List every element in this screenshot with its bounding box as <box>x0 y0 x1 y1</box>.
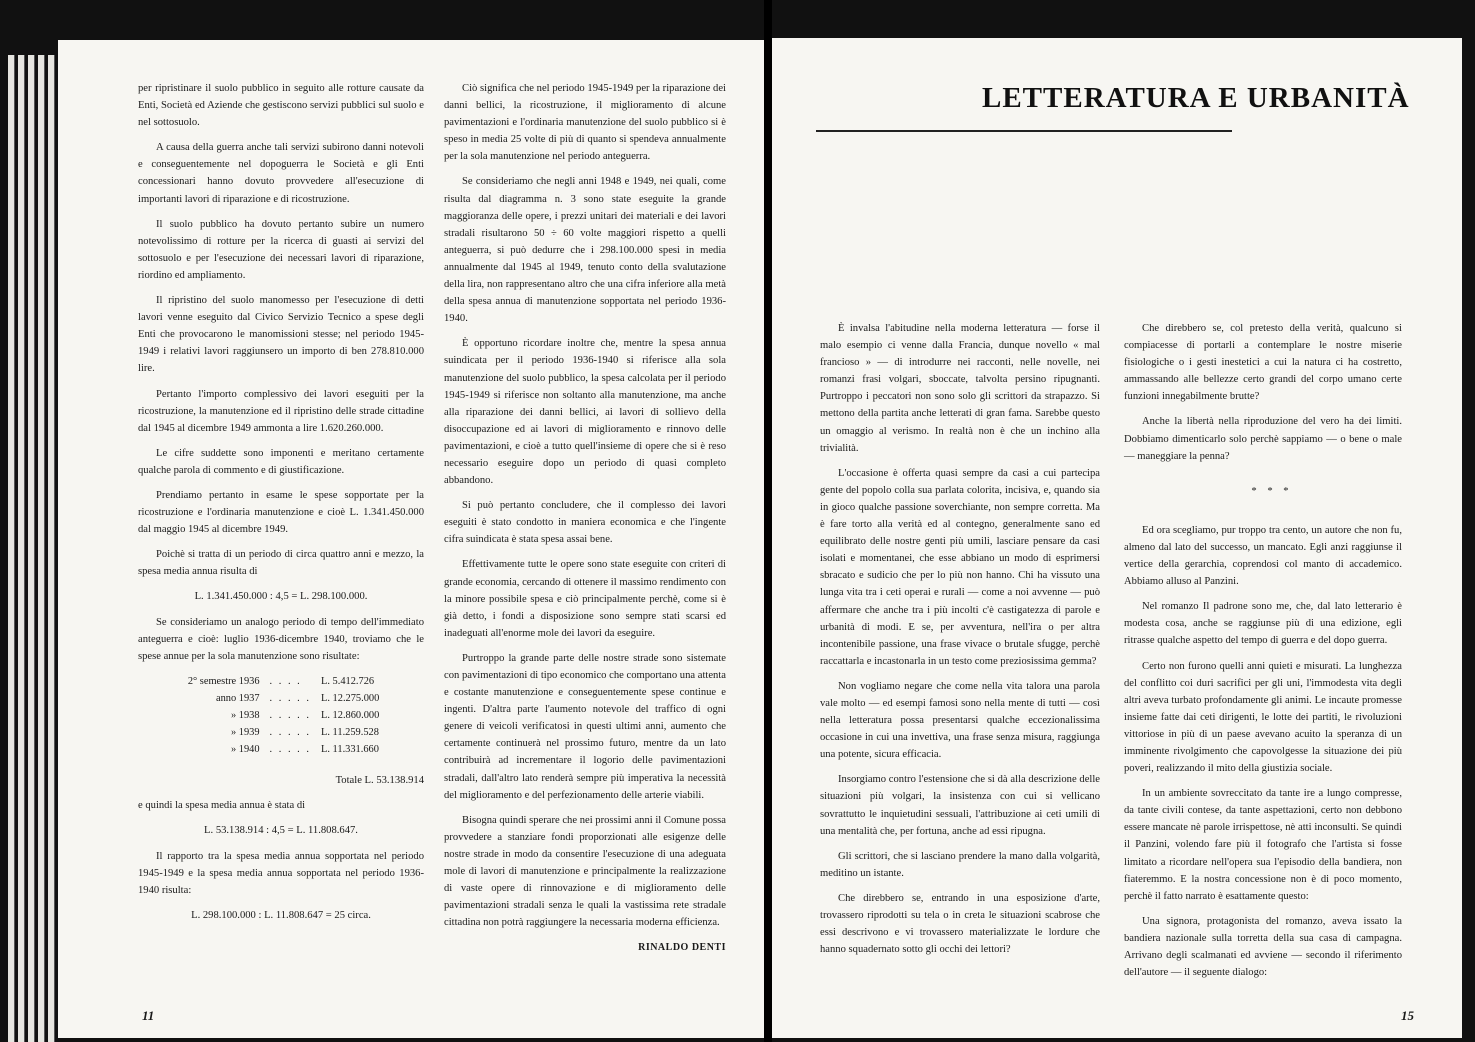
right-column-1 <box>820 320 1100 966</box>
formula: L. 1.341.450.000 : 4,5 = L. 298.100.000. <box>194 591 368 603</box>
paragraph: Che direbbero se, col pretesto della verità, qualcuno si compiacesse di portarli a contemplare le nostre miserie fisiologiche o i gesti inestetici a cui la natura ci ha costretto, ammassando alle bellezze certo grandi del corpo umano certe funzioni innegabilmente brutte? <box>1124 323 1402 403</box>
page-edge <box>48 55 55 1042</box>
formula: L. 53.138.914 : 4,5 = L. 11.808.647. <box>204 825 358 837</box>
table-cell: anno 1937 <box>215 692 260 704</box>
right-page <box>772 38 1462 1038</box>
paragraph: Prendiamo pertanto in esame le spese sopportate per la ricostruzione e l'ordinaria manutenzione e cioè L. 1.341.450.000 dal maggio 1945 al dicembre 1949. <box>138 489 424 536</box>
formula: L. 298.100.000 : L. 11.808.647 = 25 circa. <box>191 909 371 921</box>
table-row <box>138 741 424 758</box>
paragraph: Insorgiamo contro l'estensione che si dà alla descrizione delle situazioni più volgari, la insistenza con cui si vellicano sovrattutto le inquietudini sessuali, l'attribuzione ai ceti umili di una mentalità che, per fortuna, anche ad essi ripugna. <box>820 774 1100 837</box>
table-cell: . . . . . <box>269 744 311 756</box>
table-cell: . . . . . <box>269 710 311 721</box>
table-cell: » 1939 <box>230 727 260 739</box>
table-cell: L. 12.275.000 <box>321 692 380 704</box>
table-row <box>138 673 424 690</box>
paragraph: Se consideriamo un analogo periodo di tempo dell'immediato anteguerra e cioè: luglio 1936-dicembre 1940, troviamo che le spese annue per la sola manutenzione sono risultate: <box>138 616 424 662</box>
paragraph: È opportuno ricordare inoltre che, mentre la spesa annua suindicata per il periodo 1936-1940 si riferisce alla sola manutenzione del suolo pubblico, la spesa calcolata per il periodo 1945-1949 si riferisce non soltanto alla manutenzione, ma anche alla riparazione dei danni bellici, ai lavori di sollievo della disoccupazione ed ai lavori di miglioramento e rinnovo delle pavimentazioni, e cioè a tutto quell'insieme di opere che si è reso necessario eseguire dopo un periodo di quasi completo abbandono. <box>444 338 726 487</box>
paragraph: Effettivamente tutte le opere sono state eseguite con criteri di grande economia, cercando di ottenere il massimo rendimento con la minore possibile spesa e ciò principalmente perchè, come si è già detto, i fondi a disposizione sono sempre stati scarsi ed inadeguati all'enorme mole dei lavori da eseguire. <box>444 559 726 639</box>
paragraph: e quindi la spesa media annua è stata di <box>138 800 306 812</box>
paragraph: Pertanto l'importo complessivo dei lavori eseguiti per la ricostruzione, la manutenzione ed il ripristino delle strade cittadine dal 1945 al dicembre 1949 ammonta a lire 1.620.260.000. <box>138 388 424 434</box>
table-cell: L. 12.860.000 <box>321 710 380 721</box>
paragraph: Certo non furono quelli anni quieti e misurati. La lunghezza del conflitto coi duri sacrifici per gli uni, l'immodesta vita degli altri aveva turbato profondamente gli animi. Le incaute promesse insieme fatte dai ceti dirigenti, le lotte dei partiti, le rivoluzioni vittoriose in più di un paese avevano acuito la speranza di un imminente rivolgimento che capovolgesse la situazione dei più poveri, realizzando il mito della giustizia sociale. <box>1124 660 1402 775</box>
page-number: 11 <box>142 1008 155 1023</box>
paragraph: Poichè si tratta di un periodo di circa quattro anni e mezzo, la spesa media annua risulta di <box>138 549 424 578</box>
paragraph: In un ambiente sovreccitato da tante ire a lungo compresse, da tante civili contese, da tante aspettazioni, certo non debbono essere mancate nè parole irrispettose, nè atti inconsulti. Se quindi il Panzini, volendo fare più il fotografo che l'artista si fosse limitato a ricordare nell'opera sua l'episodio della bandiera, non fiateremmo. E la nostra concessione non è di poco momento, perchè il fatto narrato è esattamente questo: <box>1124 788 1402 902</box>
expense-table <box>138 673 424 758</box>
paragraph: Se consideriamo che negli anni 1948 e 1949, nei quali, come risulta dal diagramma n. 3 sono state eseguite la grande maggioranza delle opere, i prezzi unitari dei materiali e dei lavori stradali risultarono 50 ÷ 60 volte maggiori rispetto a quelli anteguerra, si può dedurre che i 298.100.000 spesi in media annualmente dal 1945 al 1949, tenuto conto della svalutazione della lira, non rappresentano altro che una cifra inferiore alla metà della spesa annua di manutenzione sopportata nel periodo 1936-1940. <box>444 176 726 325</box>
table-cell: 2° semestre 1936 <box>187 675 260 687</box>
page-edge <box>18 55 25 1042</box>
table-cell: L. 11.259.528 <box>321 727 379 739</box>
paragraph: Che direbbero se, entrando in una esposizione d'arte, trovassero riprodotti su tela o in creta le situazioni scabrose che essi descrivono e vi trovassero materializzate le lordure che hanno squadernato sotto gli occhi dei lettori? <box>820 892 1100 956</box>
section-separator: * * * <box>1251 485 1293 497</box>
page-edge <box>28 55 35 1042</box>
page-edge <box>8 55 15 1042</box>
paragraph: Purtroppo la grande parte delle nostre strade sono sistemate con pavimentazioni di tipo economico che comportano una attenta e costante manutenzione e conseguentemente spese continue e ingenti. D'altra parte l'aumento notevole del traffico di ogni genere di veicoli verificatosi in questi ultimi anni, aumento che certamente continuerà nel prossimo futuro, mentre da un lato contribuirà ad incrementare il logorio delle pavimentazioni stradali, dall'altro lato renderà sempre più imperativa la necessità del miglioramento e del perfezionamento delle arterie viabili. <box>444 652 726 801</box>
paragraph: È invalsa l'abitudine nella moderna letteratura — forse il malo esempio ci venne dalla Francia, dunque novello « mal francioso » — di introdurre nei racconti, nelle novelle, nei romanzi frasi volgari, sboccate, talvolta persino ripugnanti. Purtroppo i peccatori non sono solo gli scrittori da strapazzo. Si mettono della partita anche letterati di gran fama. Sarebbe questo un omaggio al verismo. In realtà non è che un inchino alla trivialità. <box>820 323 1100 454</box>
paragraph: Ed ora scegliamo, pur troppo tra cento, un autore che non fu, almeno dal lato del successo, un mancato. Egli anzi raggiunse il vertice della gerarchia, coprendosi col manto di accademico. Abbiamo alluso al Panzini. <box>1124 524 1402 588</box>
paragraph: Il ripristino del suolo manomesso per l'esecuzione di detti lavori venne eseguito dal Civico Servizio Tecnico a spese degli Enti che provocarono le manomissioni stesse; nel periodo 1945-1949 i relativi lavori raggiunsero un importo di ben 278.810.000 lire. <box>138 295 424 375</box>
table-row <box>138 724 424 741</box>
paragraph: Il suolo pubblico ha dovuto pertanto subire un numero notevolissimo di rotture per la ricerca di guasti ai servizi del sottosuolo e per l'esecuzione dei necessari lavori di riparazione, riordino ed ampliamento. <box>138 218 424 281</box>
paragraph: Il rapporto tra la spesa media annua sopportata nel periodo 1945-1949 e la spesa media annua sopportata nel periodo 1936-1940 risulta: <box>138 850 424 896</box>
table-row <box>138 707 424 724</box>
right-column-2 <box>1124 320 1402 989</box>
paragraph: Ciò significa che nel periodo 1945-1949 per la riparazione dei danni bellici, la ricostruzione, il miglioramento di alcune pavimentazioni e l'ordinaria manutenzione del suolo pubblico si è speso in media 25 volte di più di quanto si spendeva annualmente per la sola manutenzione nel periodo anteguerra. <box>444 83 726 163</box>
table-cell: L. 5.412.726 <box>321 675 375 687</box>
paragraph: Gli scrittori, che si lasciano prendere la mano dalla volgarità, meditino un istante. <box>820 850 1100 879</box>
table-cell: L. 11.331.660 <box>321 744 379 756</box>
table-cell: . . . . <box>269 675 302 687</box>
title-rule <box>816 130 1232 132</box>
table-cell: » 1938 <box>230 710 260 721</box>
author-signature: RINALDO DENTI <box>638 942 726 954</box>
paragraph: Anche la libertà nella riproduzione del vero ha dei limiti. Dobbiamo dimenticarlo solo perchè sappiamo — o bene o male — maneggiare la penna? <box>1124 416 1402 462</box>
table-cell: » 1940 <box>230 744 260 756</box>
paragraph: Non vogliamo negare che come nella vita talora una parola vale molto — ed esempi famosi sono nella mente di tutti — così nella letteratura possa presentarsi qualche eccezionalissima occasione in cui una invettiva, una frase senza misura, raggiunga una potente, sicura efficacia. <box>820 680 1100 761</box>
page-edge <box>38 55 45 1042</box>
paragraph: Una signora, protagonista del romanzo, aveva issato la bandiera nazionale sulla torretta della sua casa di campagna. Arrivano degli scalmanati ed avviene — secondo il riferimento dell'autore — il seguente dialogo: <box>1124 915 1402 979</box>
table-cell: . . . . . <box>269 727 311 739</box>
table-cell: . . . . . <box>269 692 311 704</box>
paragraph: Nel romanzo Il padrone sono me, che, dal lato letterario è modesta cosa, anche se raggiunse più di una edizione, egli ritrasse qualche aspetto del tempo di guerra e del dopo guerra. <box>1124 601 1402 647</box>
paragraph: Bisogna quindi sperare che nei prossimi anni il Comune possa provvedere a stanziare fondi proporzionati alle esigenze delle nostre strade in modo da consentire l'esecuzione di una adeguata mole di lavori di manutenzione e principalmente la realizzazione di vaste opere di rinnovazione e di miglioramento delle pavimentazioni stradali senza le quali la vastissima rete stradale cittadina non potrà raggiungere la necessaria moderna efficienza. <box>444 814 726 929</box>
book-spine <box>764 0 772 1042</box>
page-number: 15 <box>1401 1008 1414 1023</box>
article-title: LETTERATURA E URBANITÀ <box>982 82 1410 114</box>
paragraph: Si può pertanto concludere, che il complesso dei lavori eseguiti è stato condotto in maniera economica e che l'ingente cifra suindicata è stata spesa assai bene. <box>444 500 726 546</box>
paragraph: Le cifre suddette sono imponenti e meritano certamente qualche parola di commento e di giustificazione. <box>138 447 424 476</box>
left-column-1 <box>138 80 424 932</box>
paragraph: A causa della guerra anche tali servizi subirono danni notevoli e conseguentemente nel dopoguerra le Società e gli Enti concessionari hanno dovuto provvedere all'esecuzione di importanti lavori di riparazione e di ricostruzione. <box>138 142 424 205</box>
paragraph: per ripristinare il suolo pubblico in seguito alle rotture causate da Enti, Società ed Aziende che gestiscono servizi pubblici sul suolo e nel sottosuolo. <box>138 83 424 129</box>
paragraph: L'occasione è offerta quasi sempre da casi a cui partecipa gente del popolo colla sua parlata colorita, incisiva, e, quando sia in gioco qualche passione soverchiante, non sempre corretta. Ma è fare torto alla verità ed al contegno, generalmente sano ed equilibrato delle nostre genti più umili, lasciare pensare da casi isolati e momentanei, che esse abbiano un modo di esprimersi sbracato e sudicio che per lo più non hanno. Chi ha vissuto una lunga vita tra i ceti operai e rurali — come a noi avvenne — può affermare che anche tra i più incolti c'è castigatezza di parole e urbanità di modi. E se, per avventura, nell'ira o per altra incontenibile passione, una frase vivace o brutale sfugge, perchè raccattarla e incastonarla in un testo come preziosissima gemma? <box>820 467 1100 667</box>
left-column-2 <box>444 80 726 965</box>
table-total: Totale L. 53.138.914 <box>335 775 424 787</box>
left-page <box>58 40 764 1038</box>
table-row <box>138 690 424 707</box>
